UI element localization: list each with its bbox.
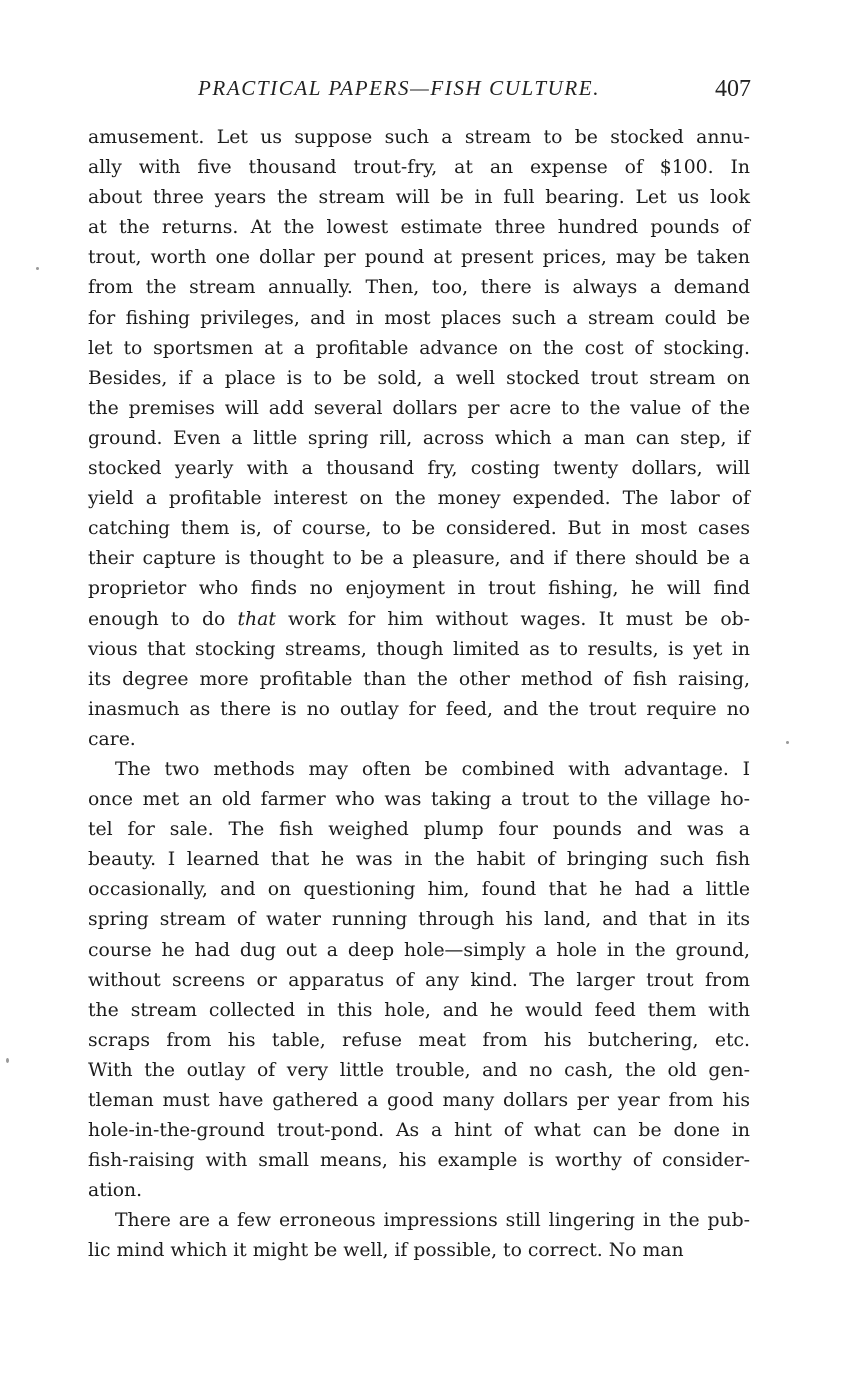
text-line: for fishing privileges, and in most places such a stream could be [88, 307, 750, 329]
text-line: vious that stocking streams, though limited as to results, is yet in [88, 638, 750, 660]
running-head [88, 74, 753, 110]
text-line: beauty. I learned that he was in the habit of bringing such fish [88, 849, 750, 871]
text-line: let to sportsmen at a profitable advance on the cost of stocking. [88, 337, 750, 359]
text-line: stocked yearly with a thousand fry, costing twenty dollars, will [88, 458, 750, 480]
text-body [88, 123, 750, 1267]
text-line: amusement. Let us suppose such a stream to be stocked annu- [88, 127, 750, 148]
text-line: fish-raising with small means, his example is worthy of consider- [88, 1150, 750, 1172]
print-speck [786, 741, 789, 744]
text-line: lic mind which it might be well, if possible, to correct. No man [88, 1240, 684, 1262]
text-line: tleman must have gathered a good many dollars per year from his [88, 1090, 750, 1111]
text-line: There are a few erroneous impressions still lingering in the pub- [115, 1210, 750, 1232]
text-line: occasionally, and on questioning him, found that he had a little [88, 879, 750, 901]
text-line: without screens or apparatus of any kind. The larger trout from [88, 969, 750, 991]
text-line: inasmuch as there is no outlay for feed, and the trout require no [88, 698, 750, 720]
print-speck [36, 267, 39, 270]
text-line: yield a profitable interest on the money expended. The labor of [88, 488, 750, 510]
text-line: at the returns. At the lowest estimate three hundred pounds of [88, 217, 750, 239]
paragraph [88, 755, 750, 1206]
paragraph [88, 1206, 750, 1266]
text-line: ally with five thousand trout-fry, at an expense of $100. In [88, 157, 750, 179]
text-line: course he had dug out a deep hole—simply a hole in the ground, [88, 939, 750, 961]
text-line: With the outlay of very little trouble, and no cash, the old gen- [88, 1059, 750, 1081]
text-line: care. [88, 728, 136, 750]
text-line: proprietor who finds no enjoyment in trout fishing, he will find [88, 578, 750, 600]
running-title: PRACTICAL PAPERS—FISH CULTURE. [198, 76, 601, 100]
text-line: tel for sale. The fish weighed plump four pounds and was a [88, 819, 750, 841]
text-line: their capture is thought to be a pleasure, and if there should be a [88, 548, 750, 570]
text-line: catching them is, of course, to be considered. But in most cases [88, 518, 750, 540]
text-line: enough to do that work for him without wages. It must be ob- [88, 608, 751, 630]
text-line: once met an old farmer who was taking a trout to the village ho- [88, 789, 750, 811]
text-line: scraps from his table, refuse meat from his butchering, etc. [88, 1029, 750, 1051]
text-line: its degree more profitable than the other method of fish raising, [88, 668, 750, 690]
text-line: about three years the stream will be in full bearing. Let us look [88, 187, 750, 209]
text-line: the stream collected in this hole, and he would feed them with [88, 999, 750, 1021]
print-speck [6, 1058, 9, 1063]
text-line: the premises will add several dollars per acre to the value of the [88, 397, 750, 419]
text-line: ation. [88, 1180, 143, 1202]
text-line: Besides, if a place is to be sold, a well stocked trout stream on [88, 367, 750, 389]
text-line: from the stream annually. Then, too, there is always a demand [88, 277, 750, 299]
page-number: 407 [715, 76, 751, 102]
text-line: trout, worth one dollar per pound at present prices, may be taken [88, 247, 750, 269]
text-line: ground. Even a little spring rill, across which a man can step, if [88, 427, 750, 449]
text-line: The two methods may often be combined with advantage. I [115, 758, 750, 780]
paragraph [88, 123, 750, 755]
text-line: hole-in-the-ground trout-pond. As a hint of what can be done in [88, 1120, 750, 1142]
text-line: spring stream of water running through his land, and that in its [88, 909, 750, 931]
